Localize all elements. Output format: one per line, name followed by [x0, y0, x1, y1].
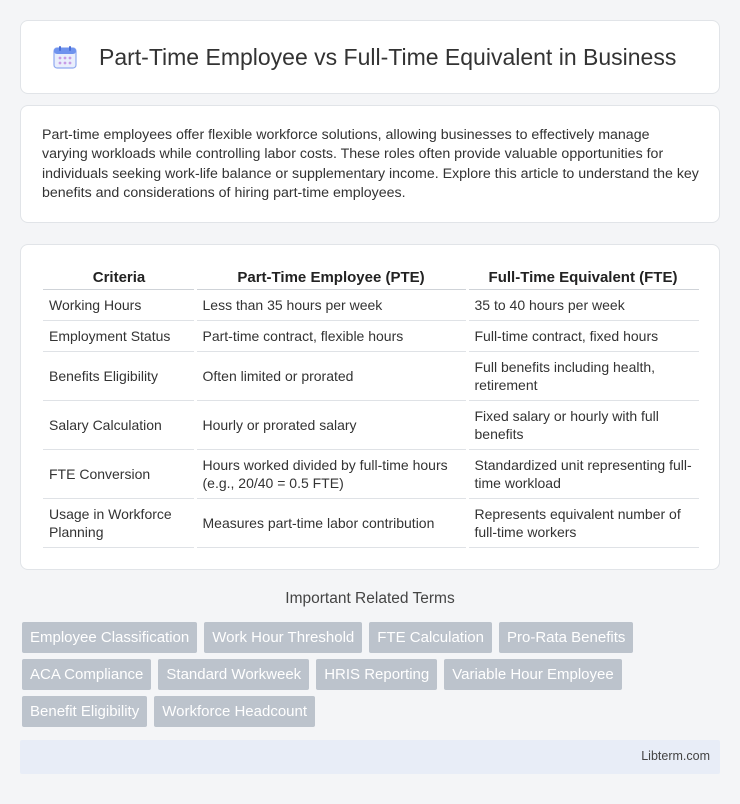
table-row: [43, 449, 699, 498]
tag-pro-rata-benefits[interactable]: Pro-Rata Benefits: [499, 622, 633, 653]
related-terms-tags: [22, 622, 722, 733]
table-cell: Often limited or prorated: [195, 351, 467, 400]
intro-card: [20, 105, 720, 223]
footer: [20, 740, 720, 774]
footer-site-link[interactable]: Libterm.com: [641, 749, 710, 763]
table-cell: Measures part-time labor contribution: [195, 498, 467, 547]
tag-fte-calculation[interactable]: FTE Calculation: [369, 622, 492, 653]
table-cell: Hours worked divided by full-time hours (e.g., 20/40 = 0.5 FTE): [195, 449, 467, 498]
tag-row: [22, 659, 722, 690]
table-cell: Salary Calculation: [43, 400, 195, 449]
column-header-pte: Part-Time Employee (PTE): [195, 263, 467, 289]
comparison-table: [43, 263, 699, 548]
intro-paragraph: Part-time employees offer flexible workforce solutions, allowing businesses to effectively manage varying workloads while controlling labor costs. These roles often provide valuable opportunities for individuals seeking work-life balance or supplementary income. Explore this article to understand the key benefits and considerations of hiring part-time employees.: [42, 127, 699, 202]
table-cell: Usage in Workforce Planning: [43, 498, 195, 547]
page-title: Part-Time Employee vs Full-Time Equivalent in Business: [99, 43, 677, 70]
table-cell: Part-time contract, flexible hours: [195, 320, 467, 351]
tag-row: [22, 696, 722, 727]
table-cell: Full benefits including health, retirement: [467, 351, 699, 400]
table-cell: Benefits Eligibility: [43, 351, 195, 400]
table-cell: Fixed salary or hourly with full benefits: [467, 400, 699, 449]
table-cell: Represents equivalent number of full-time workers: [467, 498, 699, 547]
related-terms-heading: Important Related Terms: [285, 590, 455, 607]
table-cell: Hourly or prorated salary: [195, 400, 467, 449]
column-header-criteria: Criteria: [43, 263, 195, 289]
tag-standard-workweek[interactable]: Standard Workweek: [158, 659, 309, 690]
column-header-fte: Full-Time Equivalent (FTE): [467, 263, 699, 289]
table-header-row: [43, 263, 699, 289]
table-row: [43, 351, 699, 400]
table-row: [43, 320, 699, 351]
table-cell: Employment Status: [43, 320, 195, 351]
tag-work-hour-threshold[interactable]: Work Hour Threshold: [204, 622, 362, 653]
table-row: [43, 289, 699, 320]
comparison-table-card: [20, 244, 720, 570]
header-card: [20, 20, 720, 94]
table-cell: Working Hours: [43, 289, 195, 320]
tag-aca-compliance[interactable]: ACA Compliance: [22, 659, 151, 690]
tag-benefit-eligibility[interactable]: Benefit Eligibility: [22, 696, 147, 727]
tag-employee-classification[interactable]: Employee Classification: [22, 622, 197, 653]
table-cell: 35 to 40 hours per week: [467, 289, 699, 320]
table-row: [43, 400, 699, 449]
tag-variable-hour-employee[interactable]: Variable Hour Employee: [444, 659, 621, 690]
table-cell: Standardized unit representing full-time workload: [467, 449, 699, 498]
tag-row: [22, 622, 722, 653]
table-row: [43, 498, 699, 547]
table-cell: Full-time contract, fixed hours: [467, 320, 699, 351]
tag-workforce-headcount[interactable]: Workforce Headcount: [154, 696, 315, 727]
table-cell: Less than 35 hours per week: [195, 289, 467, 320]
tag-hris-reporting[interactable]: HRIS Reporting: [316, 659, 437, 690]
table-cell: FTE Conversion: [43, 449, 195, 498]
calendar-icon: [51, 43, 79, 71]
